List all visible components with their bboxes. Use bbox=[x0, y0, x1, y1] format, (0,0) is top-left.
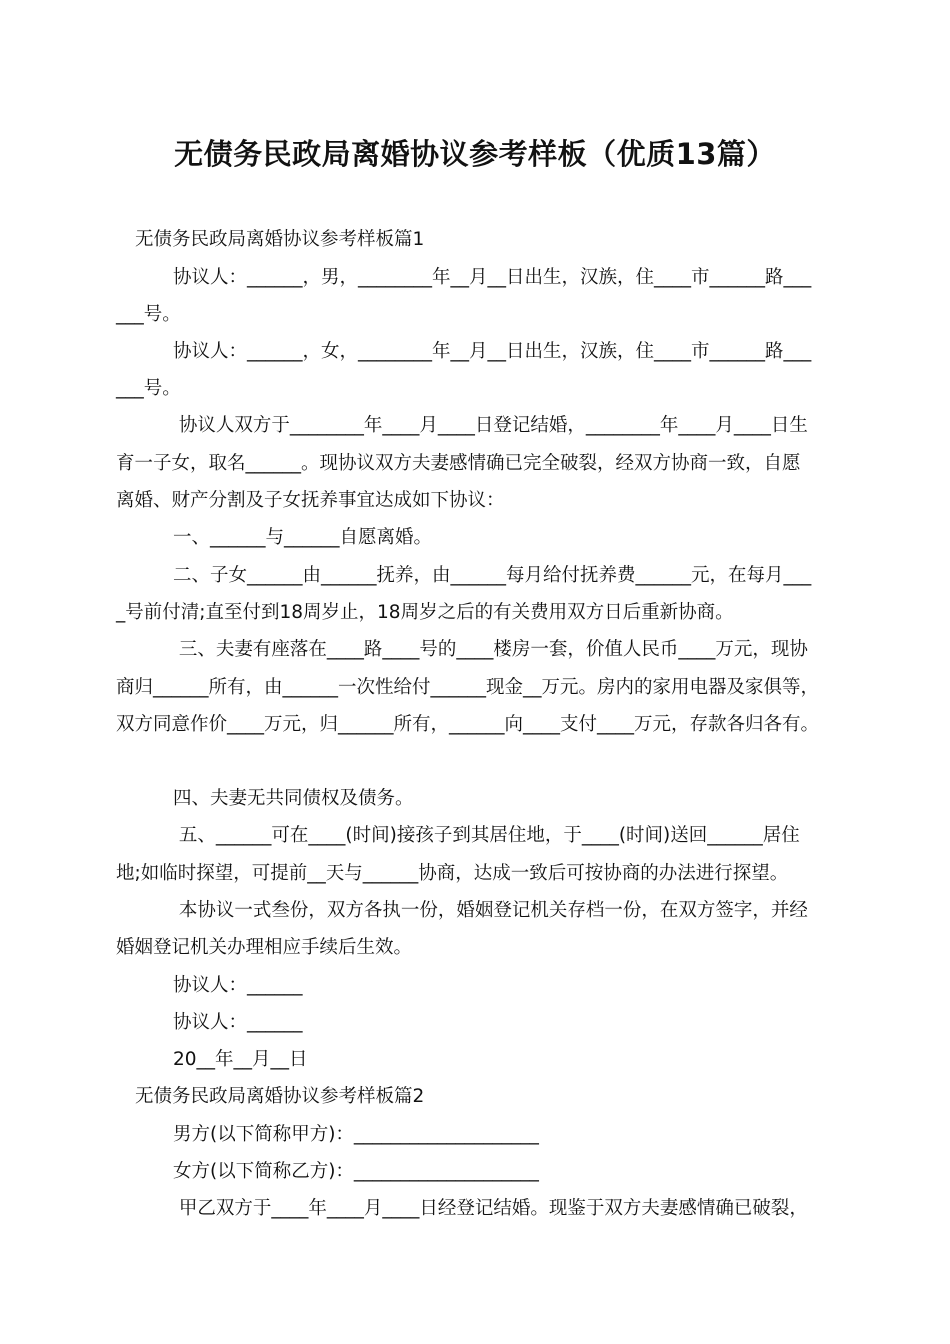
paragraph-line: 女方(以下简称乙方)：____________________ bbox=[173, 1161, 539, 1182]
date-line: 20__年__月__日 bbox=[173, 1049, 308, 1070]
paragraph-line: 四、夫妻无共同债权及债务。 bbox=[173, 788, 414, 809]
paragraph-line: 商归______所有，由______一次性给付______现金__万元。房内的家用电器及家俱等， bbox=[116, 677, 820, 698]
paragraph-line: 育一子女，取名______。现协议双方夫妻感情确已完全破裂，经双方协商一致，自愿 bbox=[116, 453, 801, 474]
paragraph-line: 一、______与______自愿离婚。 bbox=[173, 527, 433, 548]
paragraph-line: 离婚、财产分割及子女抚养事宜达成如下协议： bbox=[116, 490, 505, 511]
paragraph-line: 三、夫妻有座落在____路____号的____楼房一套，价值人民币____万元，现协 bbox=[173, 639, 808, 660]
signature-line: 协议人：______ bbox=[173, 975, 303, 996]
paragraph-line: 本协议一式叁份，双方各执一份，婚姻登记机关存档一份，在双方签字，并经 bbox=[173, 900, 808, 921]
paragraph-line: ___号。 bbox=[116, 378, 181, 399]
signature-line: 协议人：______ bbox=[173, 1012, 303, 1033]
section-heading-1: 无债务民政局离婚协议参考样板篇1 bbox=[135, 229, 425, 250]
paragraph-line: 婚姻登记机关办理相应手续后生效。 bbox=[116, 937, 413, 958]
paragraph-line: 协议人双方于________年____月____日登记结婚，________年____月____日生 bbox=[173, 415, 808, 436]
paragraph-line: 协议人：______，女，________年__月__日出生，汉族，住____市______路___ bbox=[173, 341, 812, 362]
paragraph-line: 地;如临时探望，可提前__天与______协商，达成一致后可按协商的办法进行探望。 bbox=[116, 863, 789, 884]
paragraph-line: _号前付清;直至付到18周岁止，18周岁之后的有关费用双方日后重新协商。 bbox=[116, 602, 734, 623]
paragraph-line: 男方(以下简称甲方)：____________________ bbox=[173, 1124, 539, 1145]
paragraph-line: ___号。 bbox=[116, 304, 181, 325]
paragraph-line: 协议人：______，男，________年__月__日出生，汉族，住____市______路___ bbox=[173, 267, 812, 288]
paragraph-line: 五、______可在____(时间)接孩子到其居住地，于____(时间)送回______居住 bbox=[173, 825, 800, 846]
paragraph-line: 二、子女______由______抚养，由______每月给付抚养费______元，在每月___ bbox=[173, 565, 812, 586]
document-title: 无债务民政局离婚协议参考样板（优质13篇） bbox=[174, 137, 776, 171]
paragraph-line: 双方同意作价____万元，归______所有，______向____支付____万元，存款各归各有。 bbox=[116, 714, 820, 735]
section-heading-2: 无债务民政局离婚协议参考样板篇2 bbox=[135, 1086, 425, 1107]
paragraph-line: 甲乙双方于____年____月____日经登记结婚。现鉴于双方夫妻感情确已破裂， bbox=[173, 1198, 808, 1219]
